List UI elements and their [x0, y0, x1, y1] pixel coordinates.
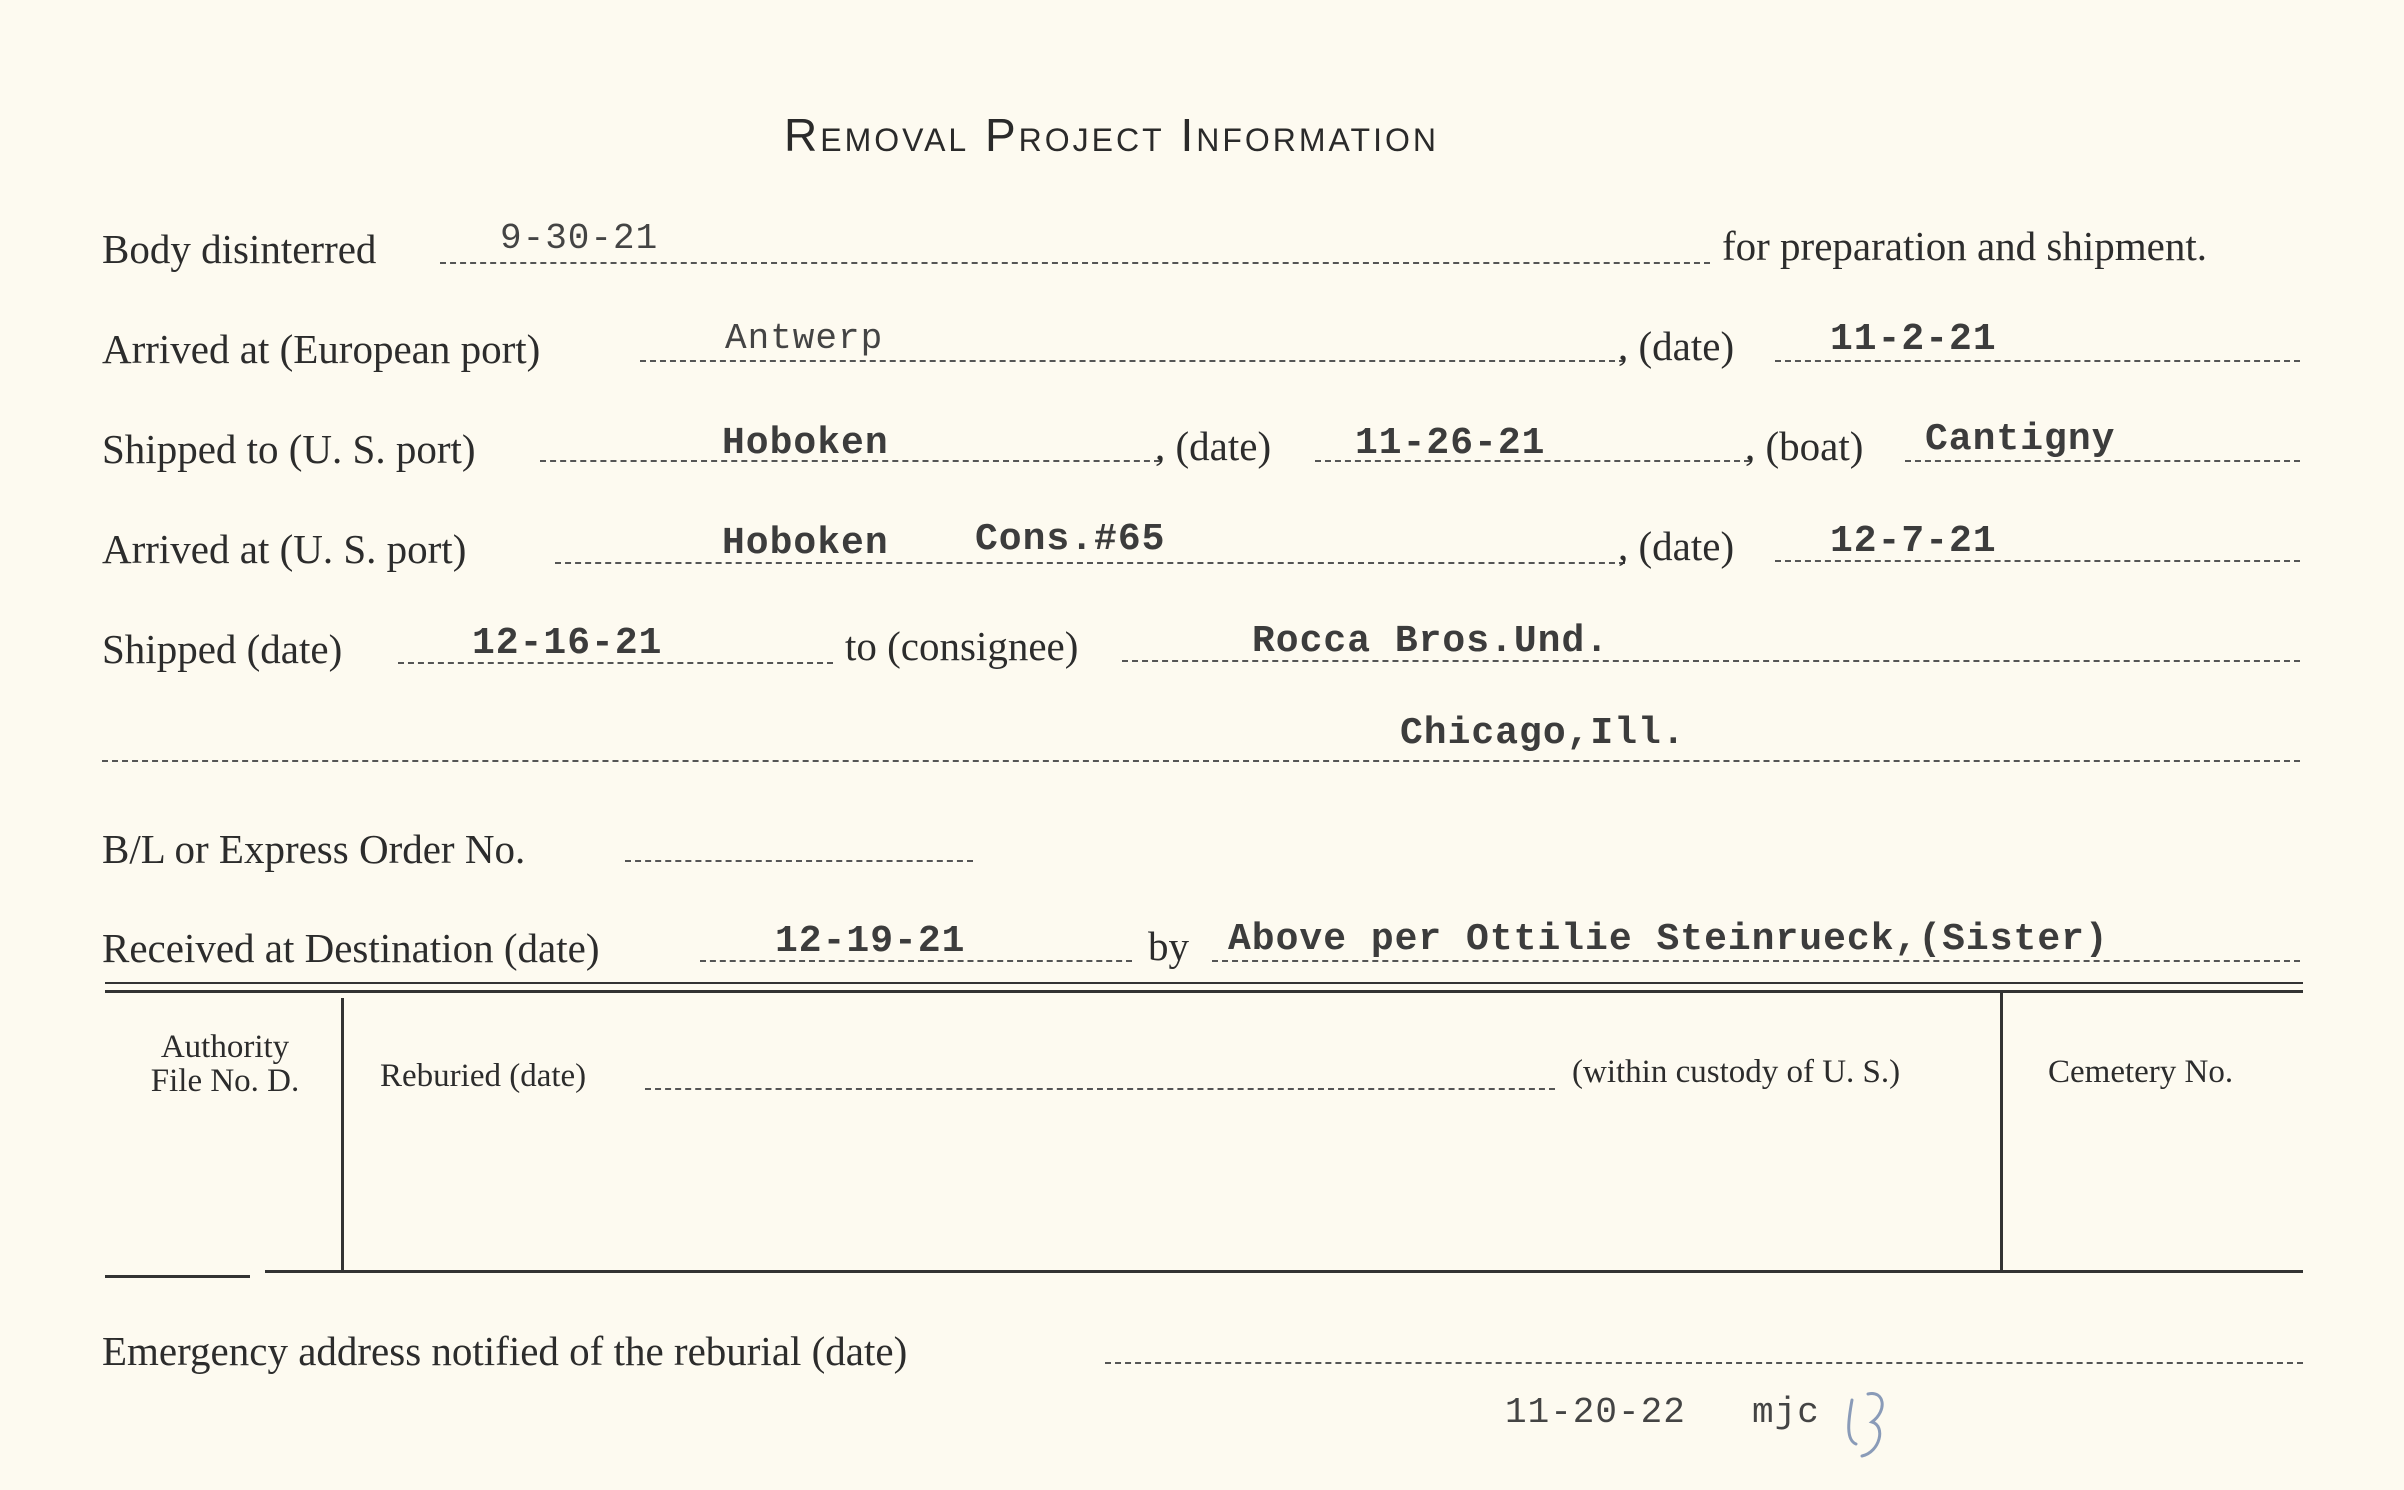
received-label: Received at Destination (date): [102, 925, 600, 971]
custody-label: (within custody of U. S.): [1572, 1054, 1901, 1090]
emergency-label: Emergency address notified of the reburial (date): [102, 1328, 908, 1374]
arrived-us-port-line: [555, 562, 1625, 564]
arrived-europe-label: Arrived at (European port): [102, 326, 541, 372]
footer-initials: mjc: [1752, 1392, 1820, 1433]
received-by-label: by: [1148, 923, 1189, 969]
arrived-us-consignment: Cons.#65: [975, 518, 1166, 561]
arrived-us-label: Arrived at (U. S. port): [102, 526, 467, 572]
authority-header: [120, 1030, 330, 1098]
received-by: Above per Ottilie Steinrueck,(Sister): [1228, 918, 2109, 961]
authority-line-1: Authority: [160, 1029, 290, 1065]
arrived-europe-date: 11-2-21: [1830, 318, 1997, 361]
shipped-us-label: Shipped to (U. S. port): [102, 426, 476, 472]
bl-order-label: B/L or Express Order No.: [102, 826, 526, 872]
shipped-us-boat: Cantigny: [1925, 418, 2116, 461]
emergency-line: [1105, 1362, 2303, 1364]
consignee-continuation-line: [102, 760, 2300, 762]
table-bottom-rule-left: [105, 1275, 250, 1278]
authority-line-2: File No. D.: [150, 1063, 300, 1099]
arrived-europe-port: Antwerp: [725, 318, 884, 359]
received-date: 12-19-21: [775, 920, 966, 963]
arrived-us-date: 12-7-21: [1830, 520, 1997, 563]
shipped-date: 12-16-21: [472, 622, 663, 665]
arrived-europe-port-line: [640, 360, 1625, 362]
arrived-europe-date-label: , (date): [1618, 323, 1735, 369]
disinterred-suffix: for preparation and shipment.: [1722, 223, 2208, 269]
disinterred-label: Body disinterred: [102, 226, 377, 272]
shipped-us-date-label: , (date): [1155, 423, 1272, 469]
table-divider-right: [2000, 992, 2003, 1270]
consignee-city: Chicago,Ill.: [1400, 712, 1686, 755]
reburied-label: Reburied (date): [380, 1058, 587, 1094]
shipped-us-date: 11-26-21: [1355, 422, 1546, 465]
arrived-us-port: Hoboken: [722, 522, 889, 565]
table-top-rule: [105, 982, 2303, 984]
disinterred-line: [440, 262, 1710, 264]
bl-order-line: [625, 860, 973, 862]
shipped-us-port: Hoboken: [722, 422, 889, 465]
table-bottom-rule: [265, 1270, 2303, 1273]
shipped-date-label: Shipped (date): [102, 626, 343, 672]
reburied-line: [645, 1088, 1555, 1090]
table-top-rule-double: [105, 990, 2303, 993]
arrived-us-date-label: , (date): [1618, 523, 1735, 569]
card-title: Removal Project Information: [784, 109, 1439, 161]
footer-date: 11-20-22: [1505, 1392, 1686, 1433]
consignee-label: to (consignee): [845, 623, 1079, 669]
shipped-us-boat-label: , (boat): [1745, 423, 1864, 469]
cemetery-label: Cemetery No.: [2048, 1054, 2234, 1090]
disinterred-value: 9-30-21: [500, 218, 659, 259]
table-divider-left: [341, 998, 344, 1270]
consignee-value: Rocca Bros.Und.: [1252, 620, 1610, 663]
handwritten-mark-icon: [1838, 1382, 1898, 1462]
